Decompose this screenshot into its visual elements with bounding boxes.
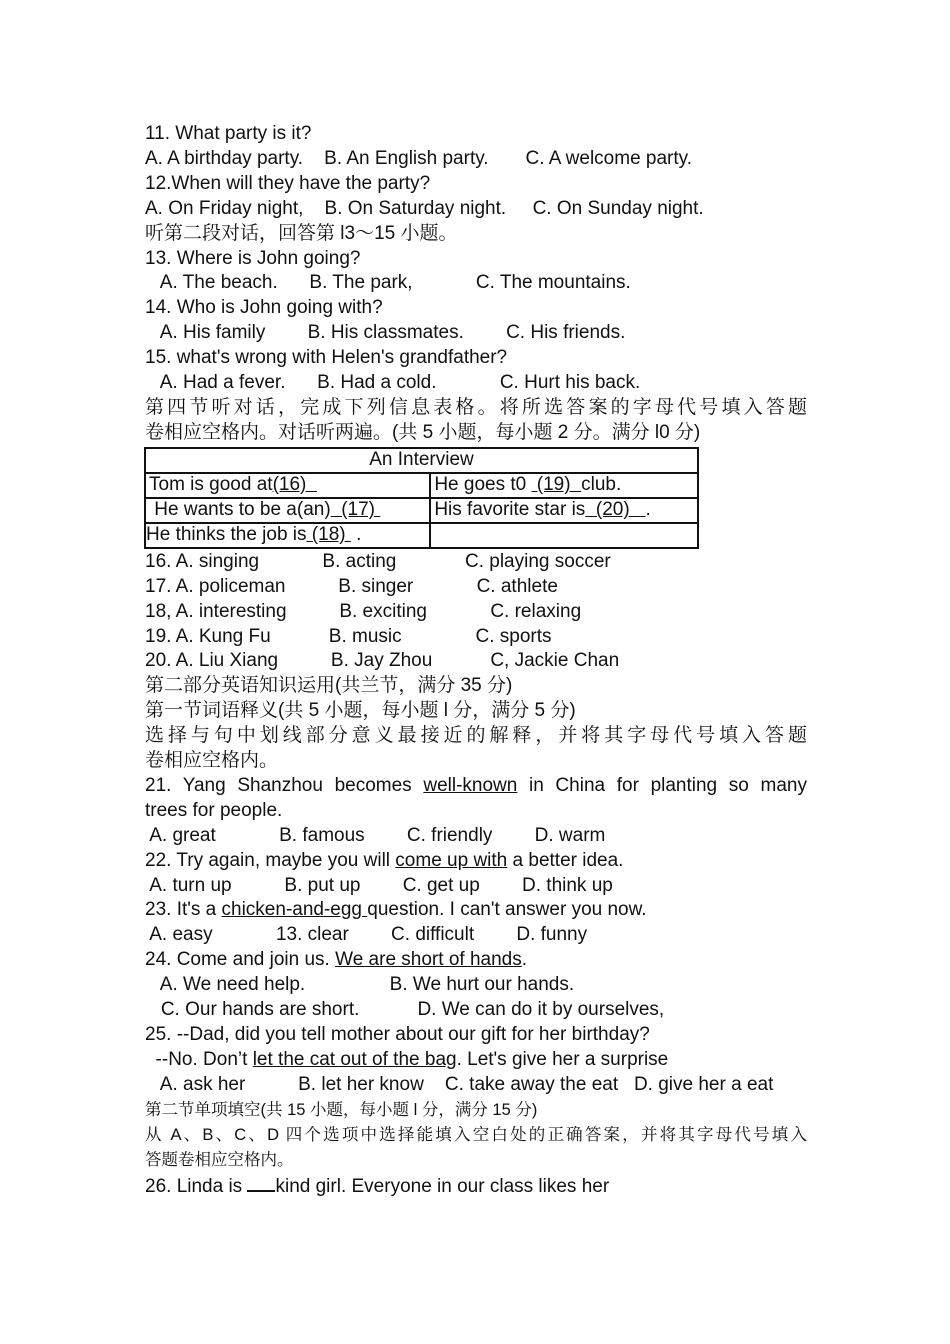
blank-18: (18) [306, 524, 351, 546]
question-text: 23. It's a [145, 899, 222, 921]
text-line-4: A. On Friday night, B. On Saturday night. C. On Sunday night. [145, 197, 704, 219]
text-line-1: 11. What party is it? [145, 123, 312, 144]
blank-16: (16) [272, 474, 317, 496]
section-1-instruction-line1: 选择与句中划线部分意义最接近的解释，并将其字母代号填入答题 [145, 725, 807, 747]
underlined-phrase: We are short of hands [335, 949, 522, 971]
table-cell-18 [145, 523, 430, 548]
table-cell-16 [145, 473, 430, 498]
text-line-9: A. His family B. His classmates. C. His friends. [145, 322, 626, 344]
text-line-11: A. Had a fever. B. Had a cold. C. Hurt his back. [145, 372, 641, 394]
cell-text: His favorite star is [434, 499, 586, 521]
question-25-reply [145, 1048, 807, 1073]
question-21-options: A. great B. famous C. friendly D. warm [145, 824, 606, 846]
text-line-b-2: 17. A. policeman B. singer C. athlete [145, 575, 558, 597]
section-4-instruction-line2: 卷相应空格内。对话听两遍。(共 5 小题，每小题 2 分。满分 l0 分) [145, 421, 701, 443]
question-text: question. I can't answer you now. [367, 899, 647, 921]
question-22-options: A. turn up B. put up C. get up D. think up [145, 874, 613, 896]
text-line-7: A. The beach. B. The park, C. The mountains. [145, 272, 631, 294]
question-text: in China for planting so many [517, 774, 807, 796]
text-line-b-1: 16. A. singing B. acting C. playing soccer [145, 550, 611, 572]
underlined-phrase: chicken-and-egg [221, 899, 368, 921]
section-4-instruction-line1: 第四节听对话，完成下列信息表格。将所选答案的字母代号填入答题 [145, 396, 807, 418]
cell-text: He goes t0 [434, 474, 532, 496]
text-line-b-7: 第一节词语释义(共 5 小题，每小题 l 分，满分 5 分) [145, 700, 576, 722]
cell-text: He thinks the job is [146, 524, 307, 546]
text-line-b-4: 19. A. Kung Fu B. music C. sports [145, 625, 552, 647]
text-line-2: A. A birthday party. B. An English party. C. A welcome party. [145, 147, 693, 169]
section-4-options-and-part2-headings [145, 550, 807, 724]
table-cell-19 [430, 473, 698, 498]
section-2-title: 第二节单项填空(共 15 小题，每小题 l 分，满分 15 分) [145, 1100, 538, 1119]
question-26 [145, 1172, 807, 1200]
question-text: --No. Don’t [145, 1048, 253, 1070]
blank-19: (19) [531, 474, 582, 496]
cell-text: He wants to be a(an) [149, 499, 331, 521]
question-25: 25. --Dad, did you tell mother about our gift for her birthday? [145, 1024, 650, 1045]
question-24 [145, 948, 807, 973]
question-text: 21. Yang Shanzhou becomes [145, 774, 424, 796]
interview-info-table [144, 447, 699, 549]
listening-section-3-questions [145, 122, 807, 396]
section-1-instruction-line2: 卷相应空格内。 [145, 750, 279, 772]
text-line-8: 14. Who is John going with? [145, 297, 383, 319]
table-cell-20 [430, 498, 698, 523]
text-line-6: 13. Where is John going? [145, 247, 361, 269]
text-line-3: 12.When will they have the party? [145, 172, 431, 194]
table-cell-17 [145, 498, 430, 523]
question-text: 24. Come and join us. [145, 949, 336, 971]
exam-content [145, 122, 807, 1200]
blank-17: (17) [330, 499, 381, 521]
cell-text: Tom is good at [149, 474, 273, 496]
underlined-phrase: let the cat out of the bag [252, 1048, 457, 1070]
text-line-b-6: 第二部分英语知识运用(共兰节，满分 35 分) [145, 675, 513, 697]
question-25-options: A. ask her B. let her know C. take away the eat D. give her a eat [145, 1073, 774, 1095]
question-22 [145, 849, 807, 874]
text-line-5: 听第二段对话，回答第 l3～15 小题。 [145, 222, 458, 244]
underlined-phrase: come up with [395, 849, 508, 871]
question-24-options-1: A. We need help. B. We hurt our hands. [145, 974, 575, 996]
section-2-instruction-line1: 从 A、B、C、D 四个选项中选择能填入空白处的正确答案，并将其字母代号填入 [145, 1125, 807, 1144]
table-title: An Interview [145, 448, 698, 473]
text-line-b-5: 20. A. Liu Xiang B. Jay Zhou C, Jackie Chan [145, 650, 620, 672]
question-text: kind girl. Everyone in our class likes her [275, 1176, 610, 1198]
question-text: a better idea. [507, 849, 624, 871]
question-text: 26. Linda is [145, 1176, 248, 1198]
question-21-line2: trees for people. [145, 799, 283, 821]
cell-text: club. [581, 474, 622, 496]
question-text: . [521, 949, 527, 971]
question-text: 22. Try again, maybe you will [145, 849, 396, 871]
cell-text: . [645, 499, 651, 521]
text-line-b-3: 18, A. interesting B. exciting C. relaxing [145, 600, 582, 622]
question-24-options-2: C. Our hands are short. D. We can do it by ourselves, [145, 999, 665, 1021]
underlined-phrase: well-known [423, 774, 518, 796]
cell-text: . [350, 524, 362, 546]
fill-blank [247, 1172, 275, 1192]
text-line-10: 15. what's wrong with Helen's grandfather? [145, 347, 508, 369]
question-text: . Let's give her a surprise [456, 1048, 669, 1070]
question-21 [145, 774, 807, 799]
table-cell-empty [430, 523, 698, 548]
question-23 [145, 898, 807, 923]
question-23-options: A. easy 13. clear C. difficult D. funny [145, 924, 588, 946]
blank-20: (20) [585, 499, 646, 521]
section-2-instruction-line2: 答题卷相应空格内。 [145, 1150, 294, 1169]
